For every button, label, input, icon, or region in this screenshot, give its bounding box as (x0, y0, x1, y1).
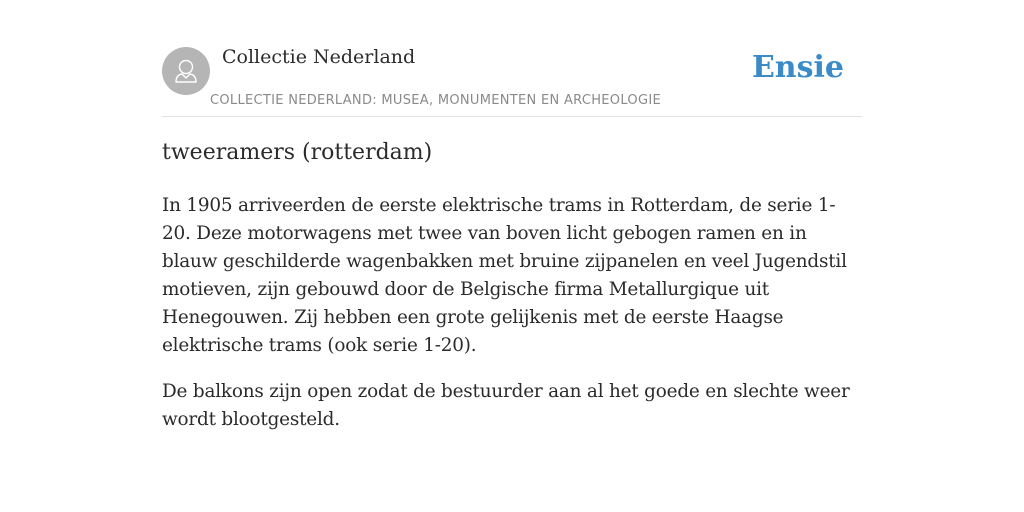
header (162, 0, 862, 117)
brand-logo[interactable]: Ensie (751, 50, 844, 85)
article-title: tweeramers (rotterdam) (162, 140, 433, 165)
author-avatar[interactable] (162, 47, 210, 95)
collection-name[interactable]: COLLECTIE NEDERLAND: MUSEA, MONUMENTEN EN ARCHEOLOGIE (210, 93, 661, 108)
user-silhouette-icon (162, 47, 210, 95)
author-name[interactable]: Collectie Nederland (222, 46, 416, 68)
page-container (162, 0, 862, 512)
article-body (162, 192, 862, 452)
article-paragraph: In 1905 arriveerden de eerste elektrische trams in Rotterdam, de serie 1-20. Deze motorwagens met twee van boven licht gebogen ramen en in blauw geschilderde wagenbakken met bruine zijpanelen en veel Jugendstil motieven, zijn gebouwd door de Belgische firma Metallurgique uit Henegouwen. Zij hebben een grote gelijkenis met de eerste Haagse elektrische trams (ook serie 1-20). (162, 195, 847, 356)
article-paragraph: De balkons zijn open zodat de bestuurder aan al het goede en slechte weer wordt blootgesteld. (162, 381, 850, 430)
